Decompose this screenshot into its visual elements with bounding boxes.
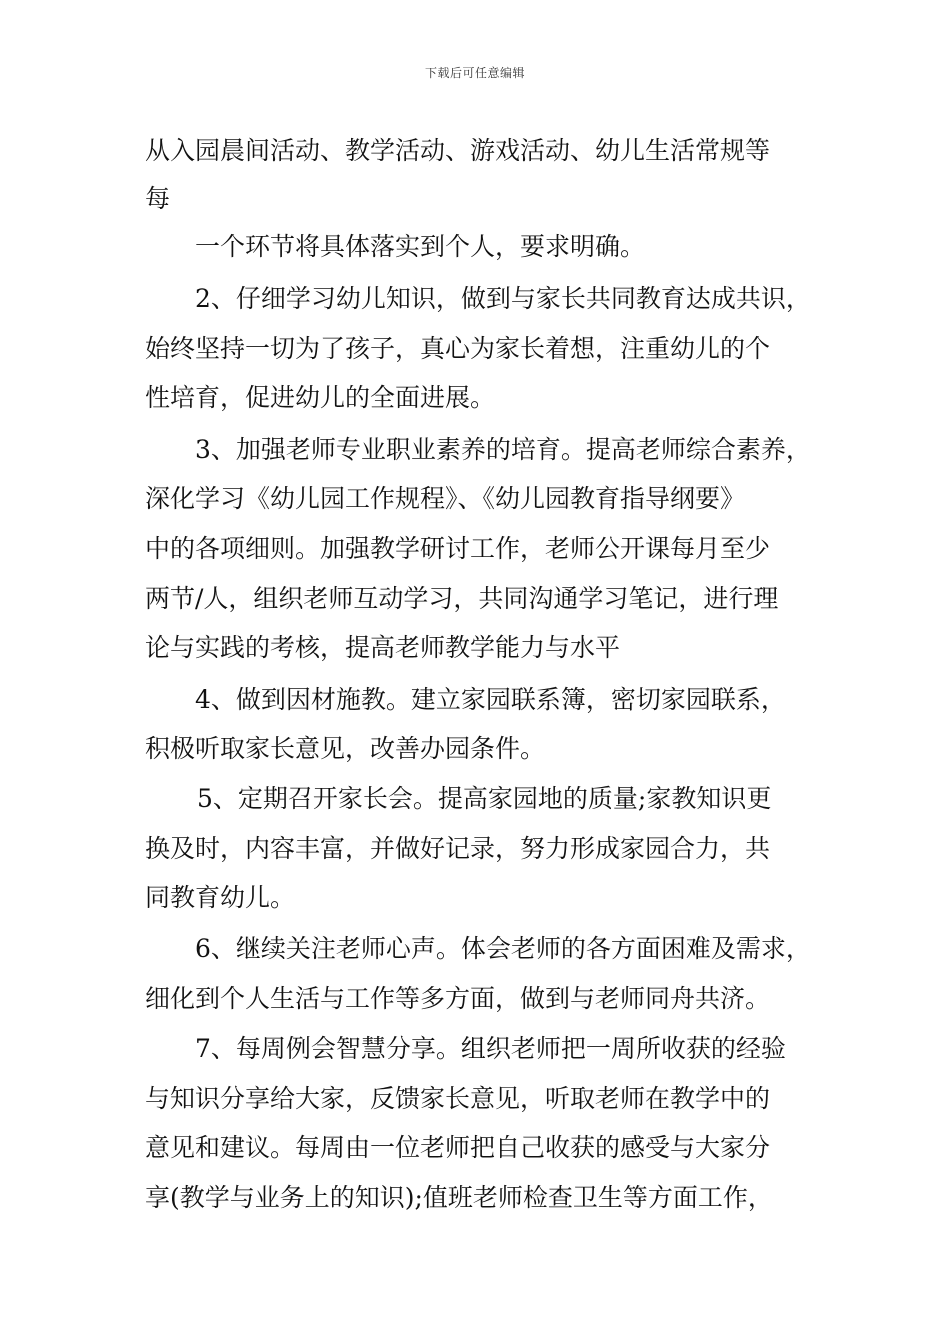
- text-line: 积极听取家长意见，改善办园条件。: [145, 734, 546, 763]
- text-line: 6、继续关注老师心声。体会老师的各方面困难及需求，: [195, 934, 811, 963]
- text-line: 从入园晨间活动、教学活动、游戏活动、幼儿生活常规等: [145, 136, 771, 165]
- text-line: 同教育幼儿。: [145, 883, 296, 912]
- text-line: 与知识分享给大家，反馈家长意见，听取老师在教学中的: [145, 1084, 771, 1113]
- text-line: 性培育，促进幼儿的全面进展。: [145, 383, 496, 412]
- text-line: 始终坚持一切为了孩子，真心为家长着想，注重幼儿的个: [145, 334, 771, 363]
- text-line: 论与实践的考核，提高老师教学能力与水平: [145, 633, 621, 662]
- text-line: 深化学习《幼儿园工作规程》、《幼儿园教育指导纲要》: [145, 484, 746, 513]
- text-line: 意见和建议。每周由一位老师把自己收获的感受与大家分: [145, 1133, 771, 1162]
- text-line: 2、仔细学习幼儿知识，做到与家长共同教育达成共识，: [195, 284, 811, 313]
- text-line: 7、每周例会智慧分享。组织老师把一周所收获的经验: [195, 1034, 786, 1063]
- text-line: 享(教学与业务上的知识);值班老师检查卫生等方面工作，: [145, 1183, 773, 1212]
- text-line: 4、做到因材施教。建立家园联系簿，密切家园联系，: [195, 685, 786, 714]
- text-line: 3、加强老师专业职业素养的培育。提高老师综合素养，: [195, 435, 811, 464]
- text-line: 细化到个人生活与工作等多方面，做到与老师同舟共济。: [145, 984, 771, 1013]
- text-line: 中的各项细则。加强教学研讨工作，老师公开课每月至少: [145, 534, 771, 563]
- text-line: 5、定期召开家长会。提高家园地的质量;家教知识更: [197, 784, 772, 813]
- text-line: 两节/人，组织老师互动学习，共同沟通学习笔记，进行理: [145, 584, 779, 613]
- text-line: 每: [145, 184, 171, 213]
- text-line: 换及时，内容丰富，并做好记录，努力形成家园合力，共: [145, 834, 771, 863]
- page-header: 下载后可任意编辑: [424, 66, 525, 80]
- text-line: 一个环节将具体落实到个人，要求明确。: [195, 232, 646, 261]
